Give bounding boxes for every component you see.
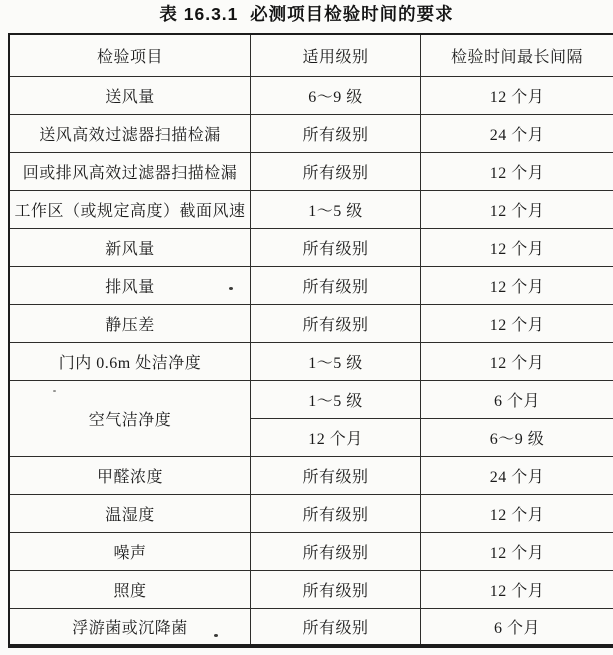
table-row — [9, 608, 613, 646]
table-cell: 24 个月 — [421, 456, 613, 494]
table-cell: 浮游菌或沉降菌 — [9, 608, 251, 646]
table-cell: 24 个月 — [421, 114, 613, 152]
table-cell: 空气洁净度 — [9, 380, 251, 456]
inspection-schedule-table — [8, 33, 613, 648]
table-cell: 温湿度 — [9, 494, 251, 532]
table-row — [9, 342, 613, 380]
table-cell: 静压差 — [9, 304, 251, 342]
table-cell: 12 个月 — [251, 418, 421, 456]
table-cell: 6～9 级 — [421, 418, 613, 456]
header-cell-interval: 检验时间最长间隔 — [421, 34, 613, 76]
table-row — [9, 304, 613, 342]
table-cell: 噪声 — [9, 532, 251, 570]
header-cell-item: 检验项目 — [9, 34, 251, 76]
table-cell: 新风量 — [9, 228, 251, 266]
header-row — [9, 34, 613, 76]
table-cell: 回或排风高效过滤器扫描检漏 — [9, 152, 251, 190]
table-cell: 1～5 级 — [251, 190, 421, 228]
table-cell: 6～9 级 — [251, 76, 421, 114]
table-cell: 所有级别 — [251, 114, 421, 152]
table-header — [9, 34, 613, 76]
table-cell: 12 个月 — [421, 570, 613, 608]
table-row — [9, 570, 613, 608]
table-row — [9, 494, 613, 532]
table-cell: 12 个月 — [421, 76, 613, 114]
table-row — [9, 532, 613, 570]
table-cell: 6 个月 — [421, 608, 613, 646]
ink-speck — [214, 634, 218, 637]
table-row — [9, 76, 613, 114]
table-cell: 所有级别 — [251, 608, 421, 646]
table-row — [9, 380, 613, 418]
table-cell: 1～5 级 — [251, 380, 421, 418]
table-row — [9, 152, 613, 190]
table-cell: 甲醛浓度 — [9, 456, 251, 494]
table-cell: 所有级别 — [251, 152, 421, 190]
table-cell: 送风量 — [9, 76, 251, 114]
table-cell: 门内 0.6m 处洁净度 — [9, 342, 251, 380]
table-cell: 12 个月 — [421, 342, 613, 380]
table-cell: 12 个月 — [421, 532, 613, 570]
table-row — [9, 190, 613, 228]
table-cell: 12 个月 — [421, 494, 613, 532]
table-cell: 所有级别 — [251, 532, 421, 570]
table-body — [9, 76, 613, 646]
table-cell: 12 个月 — [421, 228, 613, 266]
table-caption: 表 16.3.1 必测项目检验时间的要求 — [159, 4, 454, 24]
table-cell: 12 个月 — [421, 190, 613, 228]
table-cell: 6 个月 — [421, 380, 613, 418]
table-cell: 照度 — [9, 570, 251, 608]
table-cell: 所有级别 — [251, 266, 421, 304]
table-row — [9, 456, 613, 494]
table-row — [9, 114, 613, 152]
table-cell: 12 个月 — [421, 152, 613, 190]
table-cell: 排风量 — [9, 266, 251, 304]
table-cell: 12 个月 — [421, 266, 613, 304]
table-cell: 所有级别 — [251, 228, 421, 266]
table-cell: 所有级别 — [251, 570, 421, 608]
table-cell: 所有级别 — [251, 494, 421, 532]
table-cell: 12 个月 — [421, 304, 613, 342]
table-cell: 1～5 级 — [251, 342, 421, 380]
table-row — [9, 228, 613, 266]
table-cell: 工作区（或规定高度）截面风速 — [9, 190, 251, 228]
table-row — [9, 266, 613, 304]
header-cell-level: 适用级别 — [251, 34, 421, 76]
ink-speck — [53, 390, 56, 392]
table-cell: 所有级别 — [251, 456, 421, 494]
table-cell: 所有级别 — [251, 304, 421, 342]
ink-speck — [229, 287, 233, 290]
table-cell: 送风高效过滤器扫描检漏 — [9, 114, 251, 152]
